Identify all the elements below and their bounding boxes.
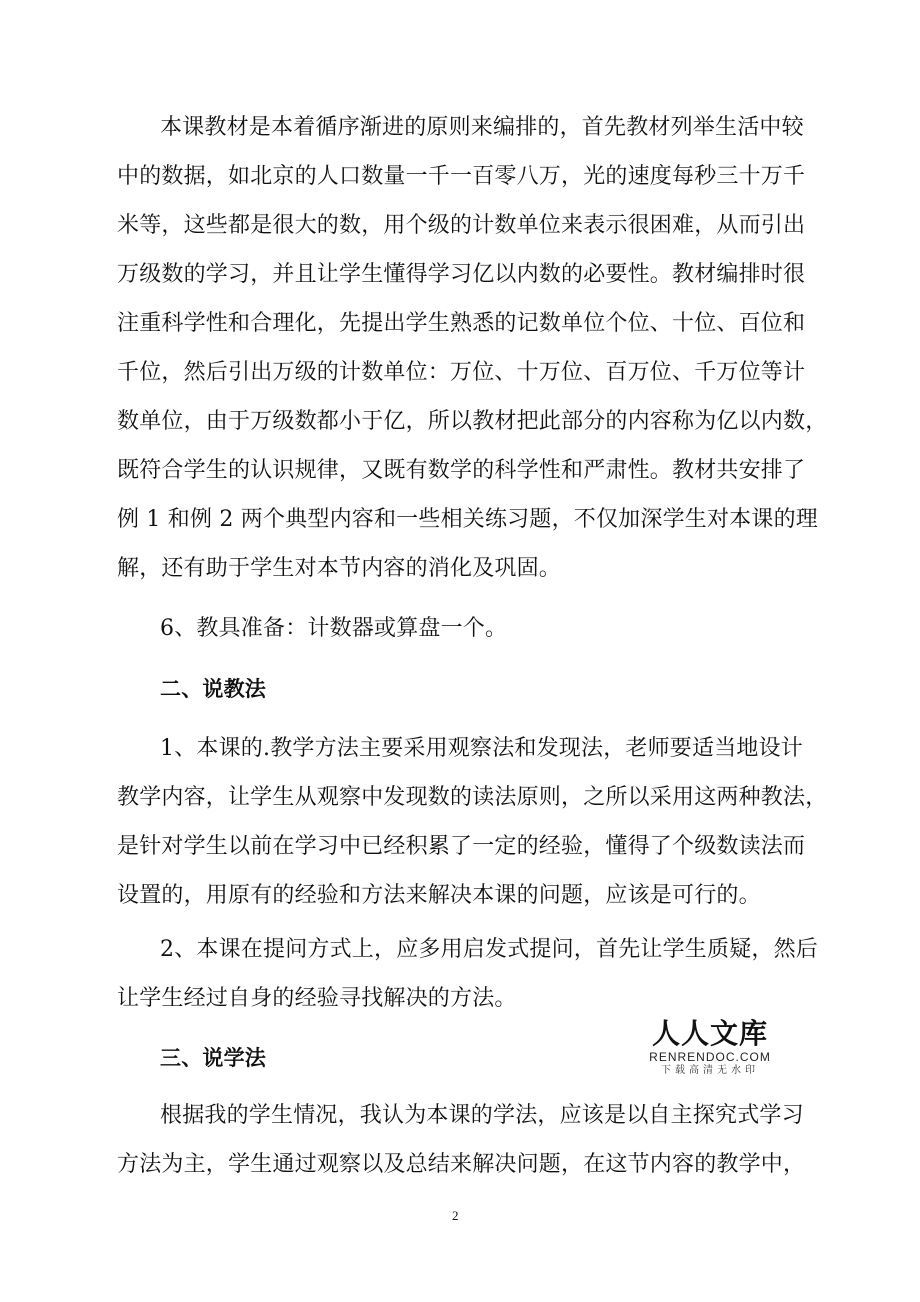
page-number: 2 [452,1208,459,1223]
watermark-title: 人人文库 [651,1017,768,1050]
paragraph-line: 2、本课在提问方式上，应多用启发式提问，首先让学生质疑，然后 [160,937,818,962]
paragraph-line: 根据我的学生情况，我认为本课的学法，应该是以自主探究式学习 [160,1103,804,1128]
paragraph-line: 注重科学性和合理化，先提出学生熟悉的记数单位个位、十位、百位和 [117,311,806,336]
paragraph-line: 1、本课的.教学方法主要采用观察法和发现法，老师要适当地设计 [160,736,803,761]
section-heading: 二、说教法 [160,677,266,701]
paragraph-line: 千位，然后引出万级的计数单位：万位、十万位、百万位、千万位等计 [117,360,806,385]
watermark-url: RENRENDOC.COM [649,1050,771,1064]
paragraph-line: 既符合学生的认识规律，又既有数学的科学性和严肃性。教材共安排了 [117,458,806,483]
paragraph-line: 设置的，用原有的经验和方法来解决本课的问题，应该是可行的。 [117,883,761,908]
paragraph-line: 方法为主，学生通过观察以及总结来解决问题，在这节内容的教学中， [117,1152,806,1177]
paragraph-line: 6、教具准备：计数器或算盘一个。 [160,616,508,641]
watermark-logo [645,1018,775,1082]
paragraph-line: 米等，这些都是很大的数，用个级的计数单位来表示很困难，从而引出 [117,213,806,238]
paragraph-line: 例 1 和例 2 两个典型内容和一些相关练习题，不仅加深学生对本课的理 [117,507,818,532]
paragraph-line: 让学生经过自身的经验寻找解决的方法。 [117,986,517,1011]
paragraph-line: 数单位，由于万级数都小于亿，所以教材把此部分的内容称为亿以内数， [117,409,828,434]
paragraph-line: 万级数的学习，并且让学生懂得学习亿以内数的必要性。教材编排时很 [117,262,806,287]
paragraph-line: 中的数据，如北京的人口数量一千一百零八万，光的速度每秒三十万千 [117,164,806,189]
paragraph-line: 是针对学生以前在学习中已经积累了一定的经验，懂得了个级数读法而 [117,834,806,859]
paragraph-line: 教学内容，让学生从观察中发现数的读法原则，之所以采用这两种教法， [117,785,828,810]
paragraph-line: 解，还有助于学生对本节内容的消化及巩固。 [117,556,562,581]
section-heading: 三、说学法 [160,1046,266,1070]
watermark-subtitle: 下载高清无水印 [661,1065,759,1076]
paragraph-line: 本课教材是本着循序渐进的原则来编排的，首先教材列举生活中较 [160,115,804,140]
